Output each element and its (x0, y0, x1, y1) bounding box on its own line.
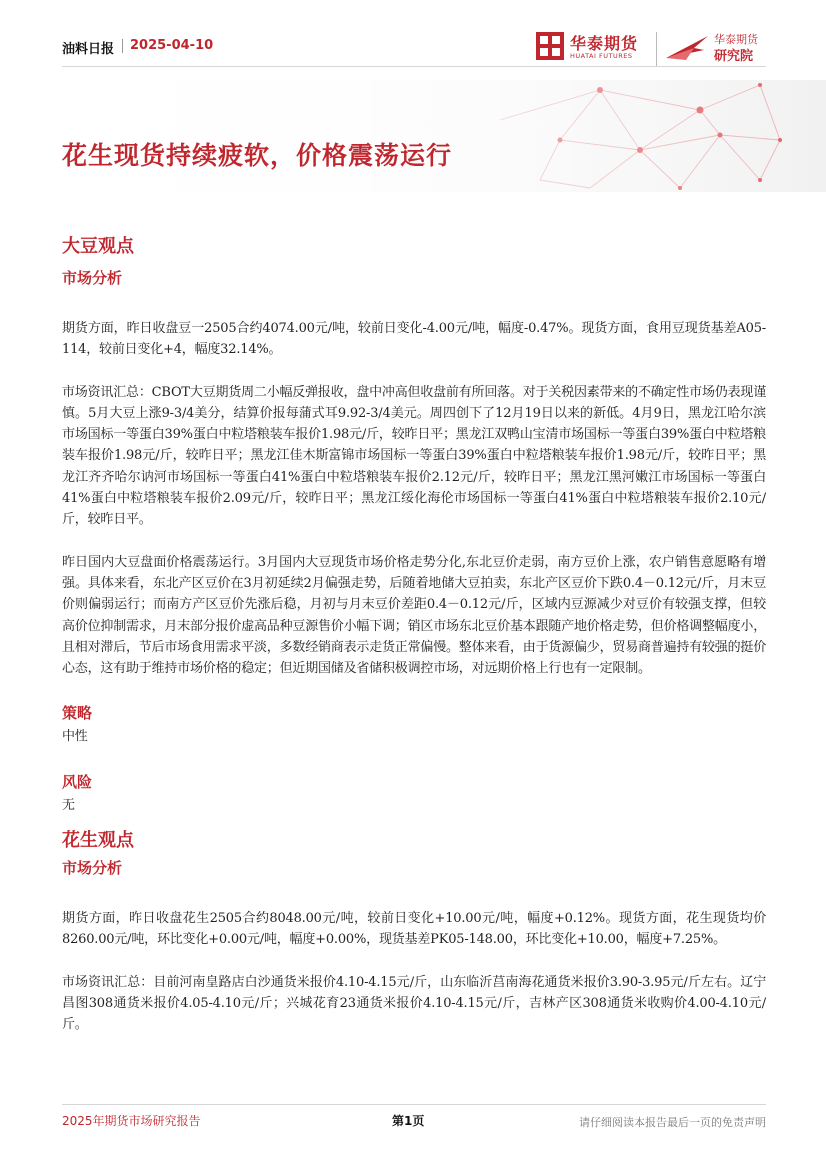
report-body (62, 232, 766, 1036)
logo-divider (656, 32, 657, 66)
soybean-market-heading: 市场分析 (62, 269, 123, 287)
report-date: 2025-04-10 (130, 38, 214, 53)
header-separator (122, 39, 123, 53)
page-number: 第1页 (392, 1114, 425, 1128)
page-title: 花生现货持续疲软，价格震荡运行 (62, 141, 453, 170)
peanut-news-paragraph: 市场资讯汇总：目前河南皇路店白沙通货米报价4.10-4.15元/斤，山东临沂莒南海花通货米报价3.90-3.95元/斤左右。辽宁昌图308通货米报价4.05-4.10元/斤；兴城花育23通货米报价4.10-4.15元/斤，吉林产区308通货米收购价4.00-4.10元/斤。 (62, 974, 766, 1033)
report-type: 油料日报 (62, 42, 115, 57)
logo-name-cn: 华泰期货 (570, 34, 639, 53)
soybean-outlook-paragraph: 昨日国内大豆盘面价格震荡运行。3月国内大豆现货市场价格走势分化,东北豆价走弱，南方豆价上涨，农户销售意愿略有增强。具体来看，东北产区豆价在3月初延续2月偏强走势，后随着地储大豆拍卖，东北产区豆价下跌0.4－0.12元/斤，月末豆价则偏弱运行；而南方产区豆价先涨后稳，月初与月末豆价差距0.4－0.12元/斤，区域内豆源减少对豆价有较强支撑，但较高价位抑制需求，月末部分报价虚高品种豆源售价小幅下调；销区市场东北豆价基本跟随产地价格走势，但价格调整幅度小，且相对滞后，节后市场食用需求平淡，多数经销商表示走货正常偏慢。整体来看，由于货源偏少，贸易商普遍持有较强的挺价心态，这有助于维持市场价格的稳定；但近期国储及省储积极调控市场，对远期价格上行也有一定限制。 (62, 554, 767, 677)
risk-heading: 风险 (62, 772, 93, 791)
peanut-futures-paragraph: 期货方面，昨日收盘花生2505合约8048.00元/吨，较前日变化+10.00元/吨，幅度+0.12%。现货方面，花生现货均价8260.00元/吨，环比变化+0.00元/吨，幅度+0.00%，现货基差PK05-148.00，环比变化+10.00，幅度+7.25%。 (62, 911, 766, 948)
soybean-futures-paragraph: 期货方面，昨日收盘豆一2505合约4074.00元/吨，较前日变化-4.00元/吨，幅度-0.47%。现货方面，食用豆现货基差A05-114，较前日变化+4，幅度32.14%。 (62, 321, 766, 358)
peanut-heading: 花生观点 (62, 830, 134, 852)
page-header (0, 0, 826, 80)
institute-line2: 研究院 (714, 49, 754, 64)
institute-line1: 华泰期货 (714, 33, 758, 46)
footer-rule (62, 1104, 766, 1105)
institute-logo-icon (664, 34, 710, 62)
peanut-section (62, 826, 766, 1035)
peanut-market-heading: 市场分析 (62, 859, 123, 878)
research-institute-logo (664, 30, 774, 66)
footer-report-name: 2025年期货市场研究报告 (62, 1114, 201, 1128)
strategy-value: 中性 (62, 729, 88, 745)
risk-value: 无 (62, 797, 75, 813)
huatai-logo-icon (536, 32, 564, 60)
huatai-futures-logo (536, 30, 654, 66)
strategy-heading: 策略 (62, 704, 93, 723)
header-rule (62, 66, 766, 67)
logo-name-en: HUATAI FUTURES (570, 52, 633, 60)
soybean-section (62, 232, 766, 816)
disclaimer-note: 请仔细阅读本报告最后一页的免责声明 (579, 1116, 766, 1129)
soybean-news-paragraph: 市场资讯汇总：CBOT大豆期货周二小幅反弹报收，盘中冲高但收盘前有所回落。对于关税因素带来的不确定性市场仍表现谨慎。5月大豆上涨9-3/4美分，结算价报每蒲式耳9.92-3/4美元。周四创下了12月19日以来的新低。4月9日，黑龙江哈尔滨市场国标一等蛋白39%蛋白中粒塔粮装车报价1.98元/斤，较昨日平；黑龙江双鸭山宝清市场国标一等蛋白39%蛋白中粒塔粮装车报价1.98元/斤，较昨日平；黑龙江佳木斯富锦市场国标一等蛋白39%蛋白中粒塔粮装车报价1.98元/斤，较昨日平；黑龙江齐齐哈尔讷河市场国标一等蛋白41%蛋白中粒塔粮装车报价2.12元/斤，较昨日平；黑龙江黑河嫩江市场国标一等蛋白41%蛋白中粒塔粮装车报价2.09元/斤，较昨日平；黑龙江绥化海伦市场国标一等蛋白41%蛋白中粒塔粮装车报价2.10元/斤，较昨日平。 (62, 384, 766, 528)
soybean-heading: 大豆观点 (62, 236, 134, 257)
